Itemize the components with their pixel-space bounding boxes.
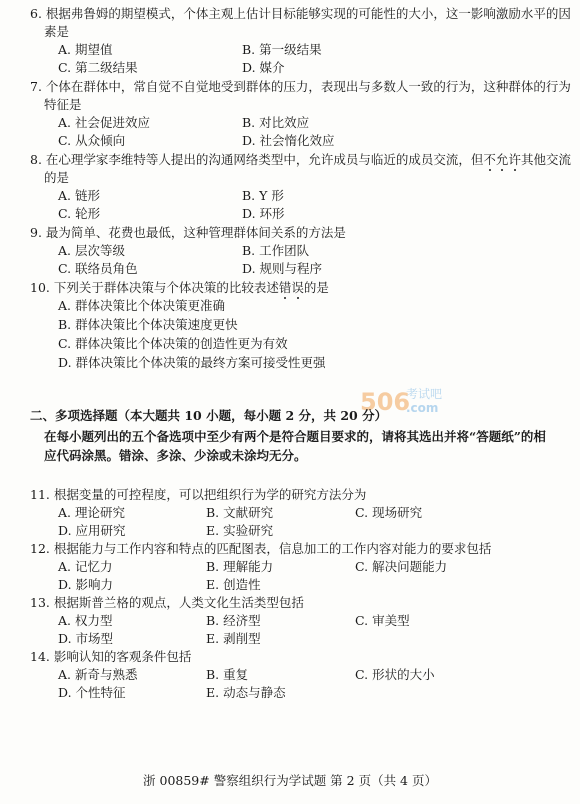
page-footer: 浙 00859# 警察组织行为学试题 第 2 页（共 4 页）: [143, 773, 437, 788]
question-13-option-a: A. 权力型: [58, 613, 113, 628]
question-13-stem: 13. 根据斯普兰格的观点，人类文化生活类型包括: [30, 595, 304, 610]
section-2-title: 二、多项选择题（本大题共 10 小题，每小题 2 分，共 20 分）: [30, 408, 388, 423]
question-8-stem-cont: 的是: [44, 170, 70, 185]
question-13-option-c: C. 审美型: [355, 613, 410, 628]
question-14-option-e: E. 动态与静态: [206, 685, 286, 700]
question-12-option-e: E. 创造性: [206, 577, 261, 592]
emphasis-char: 许: [508, 152, 521, 167]
question-12-option-a: A. 记忆力: [58, 559, 113, 574]
question-6-option-a: A. 期望值: [58, 42, 113, 57]
question-6-option-c: C. 第二级结果: [58, 60, 138, 75]
emphasis-char: 允: [495, 152, 509, 167]
question-12-option-b: B. 理解能力: [206, 559, 274, 574]
question-9-option-c: C. 联络员角色: [58, 261, 138, 276]
question-8-stem-pre: 8. 在心理学家李维特等人提出的沟通网络类型中，允许成员与临近的成员交流，但: [30, 152, 484, 167]
question-7-option-d: D. 社会惰化效应: [242, 133, 335, 148]
question-10-option-b: B. 群体决策比个体决策速度更快: [58, 317, 238, 332]
question-9-option-b: B. 工作团队: [242, 243, 310, 258]
watermark-domain: .com: [406, 401, 439, 415]
question-13-option-d: D. 市场型: [58, 631, 114, 646]
question-8-option-a: A. 链形: [58, 188, 100, 203]
question-11-option-b: B. 文献研究: [206, 505, 274, 520]
question-13-option-b: B. 经济型: [206, 613, 261, 628]
question-8-stem: [30, 152, 571, 168]
question-10-stem: [30, 280, 329, 296]
question-7-option-b: B. 对比效应: [242, 115, 310, 130]
emphasis-char: 不: [483, 152, 496, 167]
question-10-stem-pre: 10. 下列关于群体决策与个体决策的比较表述: [30, 280, 279, 295]
question-11-option-a: A. 理论研究: [58, 505, 125, 520]
question-6-stem-cont: 素是: [44, 24, 70, 39]
question-8-option-d: D. 环形: [242, 206, 285, 221]
section-2-instructions-line1: 在每小题列出的五个备选项中至少有两个是符合题目要求的，请将其选出并将“答题纸”的相: [44, 429, 546, 444]
question-14-option-a: A. 新奇与熟悉: [58, 667, 138, 682]
question-9-option-a: A. 层次等级: [58, 243, 125, 258]
question-7-option-c: C. 从众倾向: [58, 133, 126, 148]
question-7-stem: 7. 个体在群体中，常自觉不自觉地受到群体的压力，表现出与多数人一致的行为，这种群体的行为: [30, 79, 571, 94]
question-10-option-c: C. 群体决策比个体决策的创造性更为有效: [58, 336, 288, 351]
question-11-option-e: E. 实验研究: [206, 523, 274, 538]
watermark-digits: 506: [360, 388, 411, 416]
question-8-stem-post: 其他交流: [520, 152, 571, 167]
question-12-option-c: C. 解决问题能力: [355, 559, 448, 574]
emphasis-char: 错: [278, 280, 292, 295]
question-14-option-c: C. 形状的大小: [355, 667, 435, 682]
question-10-option-a: A. 群体决策比个体决策更准确: [58, 298, 225, 313]
question-11-stem: 11. 根据变量的可控程度，可以把组织行为学的研究方法分为: [30, 487, 367, 502]
question-8-option-b: B. Y 形: [242, 188, 284, 203]
question-6-option-b: B. 第一级结果: [242, 42, 322, 57]
question-6-stem: 6. 根据弗鲁姆的期望模式，个体主观上估计目标能够实现的可能性的大小，这一影响激励水平的因: [30, 6, 571, 21]
question-8-option-c: C. 轮形: [58, 206, 101, 221]
question-6-option-d: D. 媒介: [242, 60, 285, 75]
question-9-stem: 9. 最为简单、花费也最低，这种管理群体间关系的方法是: [30, 225, 346, 240]
question-7-stem-cont: 特征是: [44, 97, 82, 112]
question-11-option-c: C. 现场研究: [355, 505, 423, 520]
question-12-option-d: D. 影响力: [58, 577, 114, 592]
question-14-option-b: B. 重复: [206, 667, 249, 682]
question-10-option-d: D. 群体决策比个体决策的最终方案可接受性更强: [58, 355, 326, 370]
question-11-option-d: D. 应用研究: [58, 523, 126, 538]
watermark-text: 考试吧: [406, 387, 443, 401]
question-12-stem: 12. 根据能力与工作内容和特点的匹配图表，信息加工的工作内容对能力的要求包括: [30, 541, 492, 556]
question-14-option-d: D. 个性特征: [58, 685, 126, 700]
question-10-stem-post: 的是: [303, 280, 329, 295]
question-7-option-a: A. 社会促进效应: [58, 115, 150, 130]
question-13-option-e: E. 剥削型: [206, 631, 261, 646]
section-2-instructions-line2: 应代码涂黑。错涂、多涂、少涂或未涂均无分。: [44, 448, 307, 463]
question-9-option-d: D. 规则与程序: [242, 261, 323, 276]
emphasis-char: 误: [291, 280, 304, 295]
question-14-stem: 14. 影响认知的客观条件包括: [30, 649, 192, 664]
